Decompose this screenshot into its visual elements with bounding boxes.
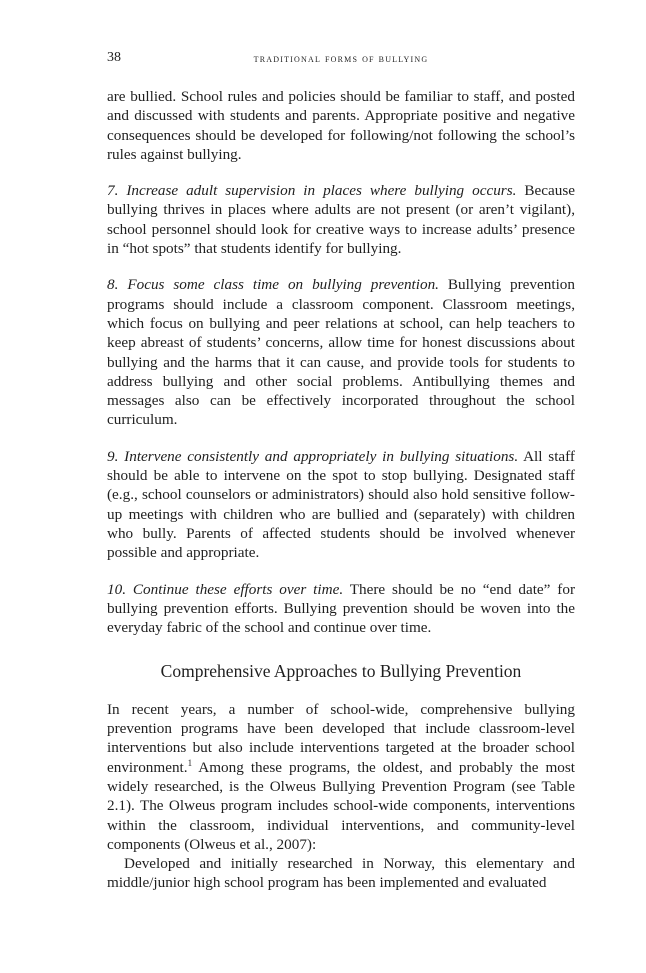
footnote-marker: 1 — [187, 757, 193, 768]
intro-paragraph: are bullied. School rules and policies should be familiar to staff, and posted and discussed with students and parents. Appropriate positive and negative consequences should be developed for following/not following the school’s rules against bullying. — [107, 88, 575, 163]
body-text — [107, 87, 575, 893]
list-item-8 — [107, 275, 575, 429]
list-item-7 — [107, 181, 575, 258]
book-page — [107, 48, 575, 893]
paragraph-text: Among these programs, the oldest, and probably the most widely researched, is the Olweus Bullying Prevention Program (see Table 2.1). The Olweus program includes school-wide components, interventions within the classroom, individual interventions, and community-level components (Olweus et al., 2007): — [107, 758, 575, 853]
page-header — [107, 48, 575, 68]
item-lead: 9. Intervene consistently and appropriately in bullying situations. — [107, 447, 519, 465]
section-paragraph-continued: Developed and initially researched in Norway, this elementary and middle/junior high school program has been implemented and evaluated — [107, 855, 575, 892]
item-lead: 8. Focus some class time on bullying prevention. — [107, 276, 439, 294]
section-paragraph — [107, 700, 575, 854]
page-number: 38 — [107, 50, 121, 65]
item-text: There should be no “end date” for bullying prevention efforts. Bullying prevention should be woven into the everyday fabric of the school and continue over time. — [107, 580, 576, 637]
section-heading: Comprehensive Approaches to Bullying Prevention — [160, 661, 522, 682]
item-lead: 10. Continue these efforts over time. — [107, 580, 344, 598]
list-item-9 — [107, 447, 575, 563]
running-head: traditional forms of bullying — [253, 53, 429, 65]
item-text: Bullying prevention programs should include a classroom component. Classroom meetings, which focus on bullying and peer relations at school, can help teachers to keep abreast of students’ concerns, allow time for honest discussions about bullying and the harms that it can cause, and provide tools for students to address bullying and other social problems. Antibullying themes and messages also can be effectively incorporated throughout the school curriculum. — [107, 276, 575, 429]
list-item-10 — [107, 580, 575, 638]
item-lead: 7. Increase adult supervision in places where bullying occurs. — [107, 182, 517, 200]
item-text: Because bullying thrives in places where adults are not present (or aren’t vigilant), school personnel should look for creative ways to increase adults’ presence in “hot spots” that students identify for bullying. — [107, 182, 575, 258]
item-text: All staff should be able to intervene on the spot to stop bullying. Designated staff (e.g., school counselors or administrators) should also hold sensitive follow-up meetings with children who are bullied and (separately) with children who bully. Parents of affected students should be involved whenever possible and appropriate. — [107, 447, 575, 562]
paragraph-text: In recent years, a number of school-wide, comprehensive bullying prevention programs have been developed that include classroom-level interventions but also include interventions targeted at the broader school environment. — [107, 700, 575, 776]
